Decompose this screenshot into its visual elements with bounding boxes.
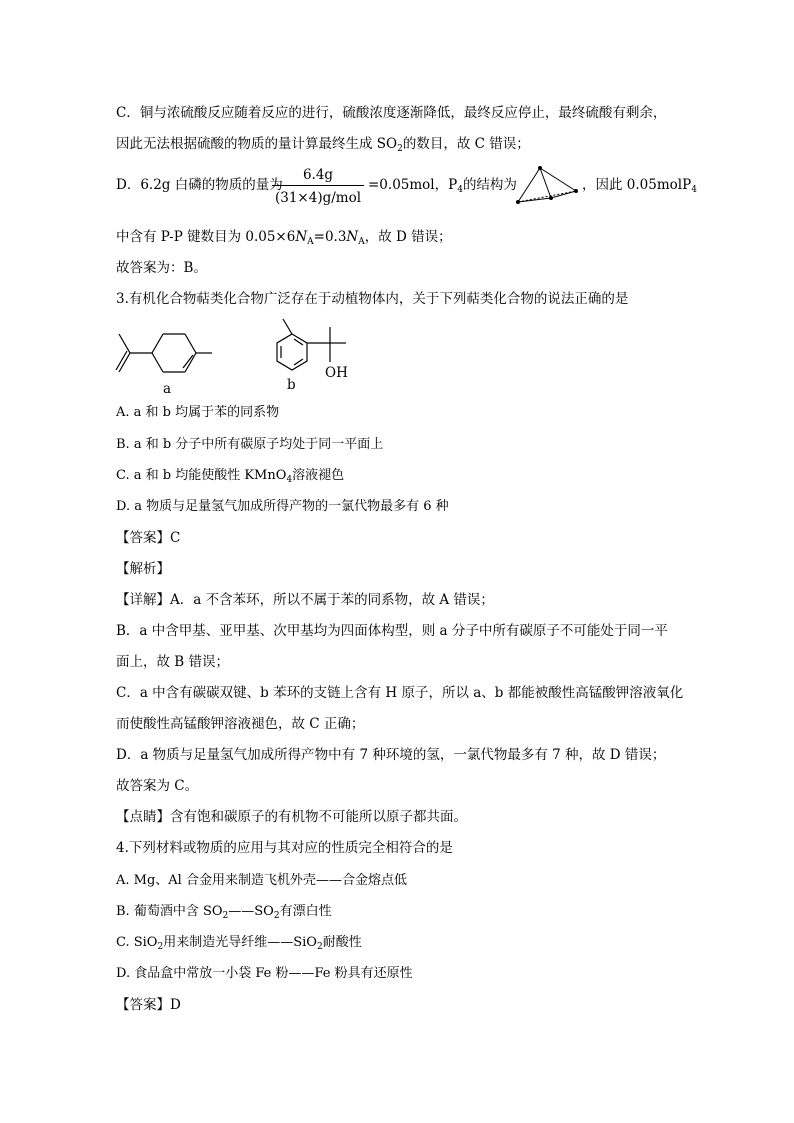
d-explanation-line-1c: ，因此 0.05molP$_4$ [582,177,697,195]
q3-conclusion: 故答案为 C。 [116,778,199,794]
c-explanation-line-2: 因此无法根据硫酸的物质的量计算最终生成 $SO_2$的数目，故 C 错误； [116,136,530,154]
q3-option-b: B. a 和 b 分子中所有碳原子均处于同一平面上 [116,437,384,452]
q4-option-b: B. 葡萄酒中含 $SO_2——SO_2$有漂白性 [116,904,332,921]
molar-fraction [272,166,364,208]
q3-detail-d: D．a 物质与足量氢气加成所得产物中有 7 种环境的氢，一氯代物最多有 7 种，故 D 错误； [116,747,666,763]
q3-option-c: C. a 和 b 均能使酸性 KMnO$_4$溶液褪色 [116,468,345,485]
q3-option-a: A. a 和 b 均属于苯的同系物 [116,405,280,420]
q4-answer: 【答案】D [116,997,181,1013]
molecule-a-label: a [163,381,172,397]
q3-detail-b-1: B．a 中含甲基、亚甲基、次甲基均为四面体构型，则 a 分子中所有碳原子不可能处于同一平 [116,623,668,639]
q3-tip: 【点睛】含有饱和碳原子的有机物不可能所以原子都共面。 [116,809,467,825]
p4-tetrahedron-structure [514,165,580,207]
q4-option-c: C. SiO$_2$用来制造光导纤维——SiO$_2$耐酸性 [116,935,362,952]
q4-option-a: A. Mg、Al 合金用来制造飞机外壳——合金熔点低 [116,873,407,888]
q3-option-d: D. a 物质与足量氢气加成所得产物的一氯代物最多有 6 种 [116,499,449,514]
q3-detail-c-2: 而使酸性高锰酸钾溶液褪色，故 C 正确； [116,716,365,732]
q3-answer: 【答案】C [116,530,181,546]
q3-detail-c-1: C．a 中含有碳碳双键、b 苯环的支链上含有 H 原子，所以 a、b 都能被酸性高锰酸钾溶液氧化 [116,685,684,701]
fraction-numerator: 6.4g [302,167,334,183]
q4-option-d: D. 食品盒中常放一小袋 Fe 粉——Fe 粉具有还原性 [116,966,413,981]
answer-2: 故答案为：B。 [116,260,207,276]
c-explanation-line-1: C．铜与浓硫酸反应随着反应的进行，硫酸浓度逐渐降低，最终反应停止，最终硫酸有剩余， [116,105,667,121]
q3-detail-b-2: 面上，故 B 错误； [116,654,230,670]
hydroxyl-label: OH [325,365,348,381]
fraction-bar [272,185,364,186]
molecule-b-label: b [287,377,296,393]
question-3-stem: 3.有机化合物萜类化合物广泛存在于动植物体内，关于下列萜类化合物的说法正确的是 [116,291,629,307]
fraction-denominator: (31×4)g/mol [274,190,362,206]
question-4-stem: 4.下列材料或物质的应用与其对应的性质完全相符合的是 [116,840,453,856]
q3-analysis-heading: 【解析】 [116,561,170,577]
d-explanation-line-2: 中含有 P-P 键数目为 $0.05\times 6N_A=0.3N_A$，故 D 错误； [116,229,452,247]
d-explanation-line-1b: =0.05mol，$P_4$的结构为 [368,177,517,195]
q3-detail-a: 【详解】A．a 不含苯环，所以不属于苯的同系物，故 A 错误； [116,592,494,608]
d-explanation-line-1a: D．6.2g 白磷的物质的量为 [116,177,283,193]
